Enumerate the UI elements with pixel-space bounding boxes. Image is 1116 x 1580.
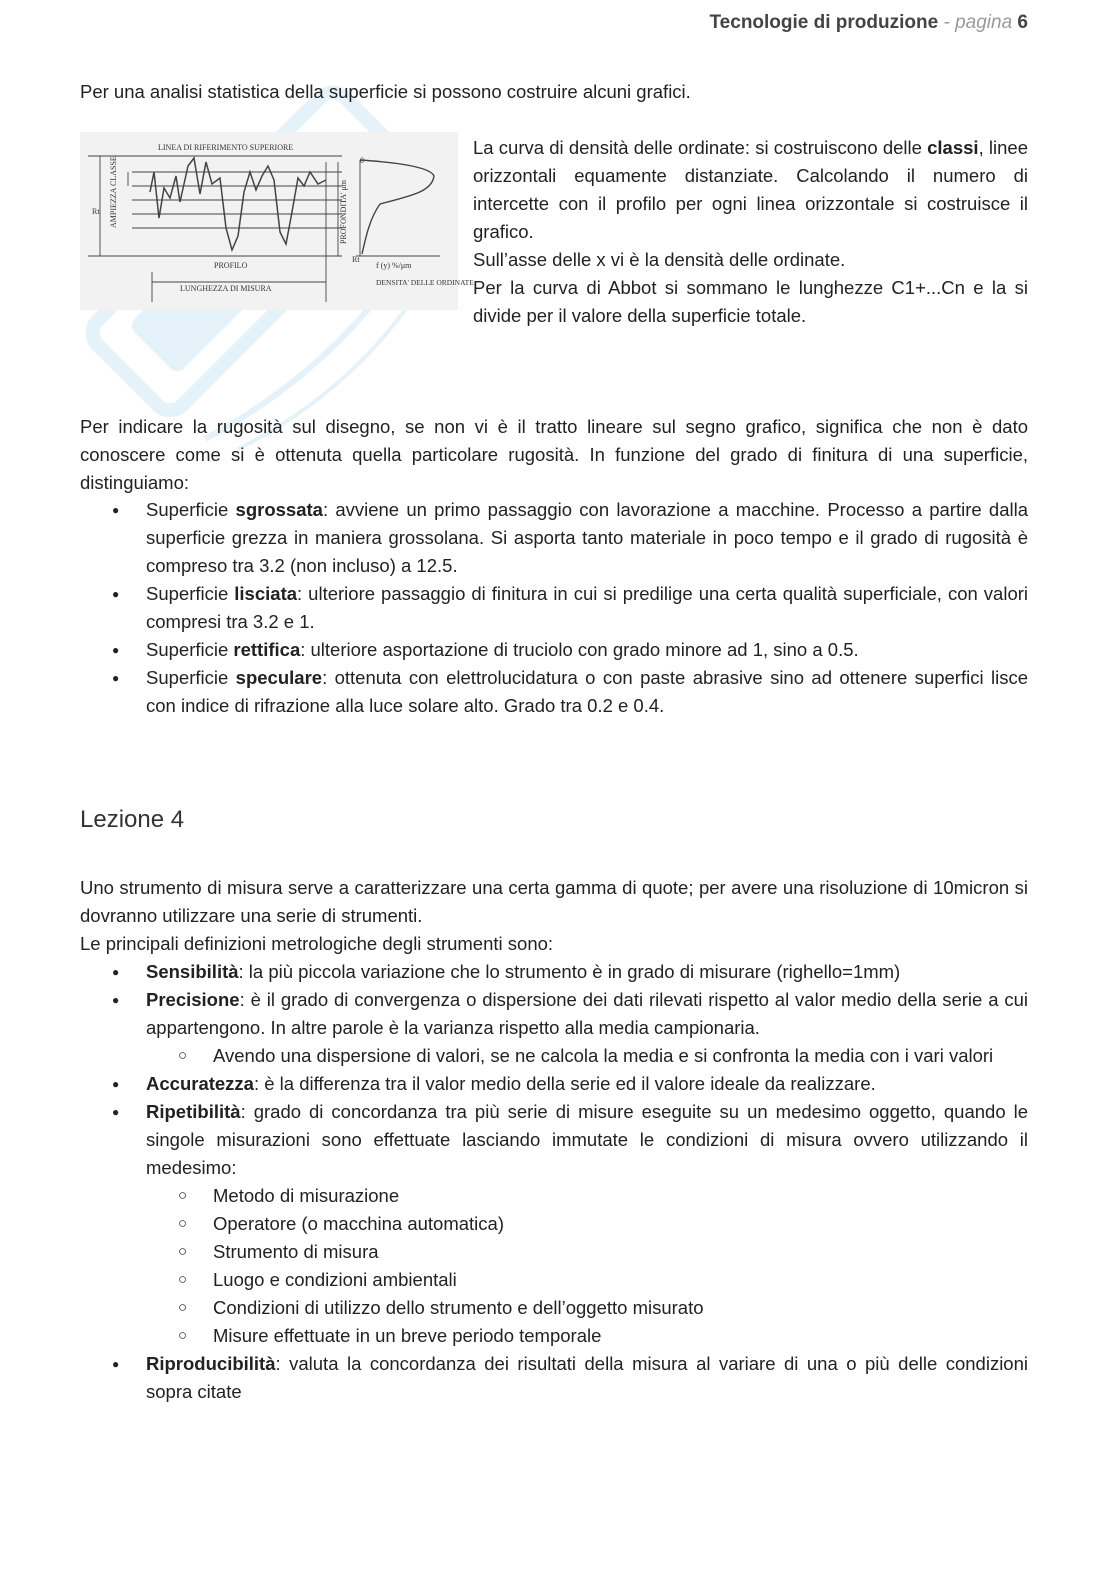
list-item: ● Riproducibilità: valuta la concordanza dei risultati della misura al variare di una o più delle condizioni sopra citate bbox=[80, 1350, 1028, 1406]
section-title: Lezione 4 bbox=[80, 806, 185, 833]
fig-label-depth: PROFONDITA' μm bbox=[339, 180, 348, 244]
classes-term: classi bbox=[927, 137, 979, 158]
surface-list bbox=[80, 496, 1028, 720]
list-item: ● Ripetibilità: grado di concordanza tra più serie di misure eseguite su un medesimo oggetto, quando le singole misurazioni sono effettuate lasciando immutate le condizioni di misura ovvero utilizzando il medesimo: ○ Metodo di misurazione ○ Operatore (o macchina automatica) ○ Strumento di misura ○ Luogo e condizioni ambientali ○ Condizioni di utilizzo dello strumento e dell’oggetto misurato ○ Misure effettuate in un breve periodo temporale bbox=[80, 1098, 1028, 1350]
metrology-definitions-list bbox=[80, 958, 1028, 1406]
density-ordinates-figure bbox=[80, 132, 474, 310]
fig-label-rt-right: Rt bbox=[352, 255, 360, 264]
sub-list bbox=[146, 1182, 1028, 1350]
sub-list-item: ○ Condizioni di utilizzo dello strumento e dell’oggetto misurato bbox=[146, 1294, 1028, 1322]
fig-label-class-amplitude: AMPIEZZA CLASSE bbox=[109, 156, 118, 228]
sub-list-item: ○ Operatore (o macchina automatica) bbox=[146, 1210, 1028, 1238]
fig-label-measure-length: LUNGHEZZA DI MISURA bbox=[180, 284, 272, 293]
page-header bbox=[709, 12, 1028, 34]
list-item: ● Superficie rettifica: ulteriore asportazione di truciolo con grado minore ad 1, sino a 0.5. bbox=[80, 636, 1028, 664]
header-separator: - bbox=[943, 12, 950, 33]
x-axis-paragraph: Sull’asse delle x vi è la densità delle ordinate. bbox=[473, 249, 846, 270]
list-item: ● Superficie speculare: ottenuta con elettrolucidatura o con paste abrasive sino ad ottenere superfici lisce con indice di rifrazione alla luce solare alto. Grado tra 0.2 e 0.4. bbox=[80, 664, 1028, 720]
header-page-word: pagina bbox=[955, 12, 1013, 33]
fig-label-rt-left: Rt bbox=[92, 207, 100, 216]
list-item: ● Superficie lisciata: ulteriore passaggio di finitura in cui si predilige una certa qualità superficiale, con valori compresi tra 3.2 e 1. bbox=[80, 580, 1028, 636]
roughness-paragraph: Per indicare la rugosità sul disegno, se non vi è il tratto lineare sul segno grafico, significa che non è dato conoscere come si è ottenuta quella particolare rugosità. In funzione del grado di finitura di una superficie, distinguiamo: bbox=[80, 416, 1028, 493]
instrument-paragraph: Uno strumento di misura serve a caratterizzare una certa gamma di quote; per avere una risoluzione di 10micron si dovranno utilizzare una serie di strumenti. Le principali definizioni metrologiche degli strumenti sono: bbox=[80, 877, 1028, 954]
intro-paragraph: Per una analisi statistica della superficie si possono costruire alcuni grafici. bbox=[80, 81, 691, 102]
header-title: Tecnologie di produzione bbox=[709, 12, 939, 33]
list-item: ● Superficie sgrossata: avviene un primo passaggio con lavorazione a macchine. Processo a partire dalla superficie grezza in maniera grossolana. Si asporta tanto materiale in poco tempo e il grado di rugosità è compreso tra 3.2 (non incluso) a 12.5. bbox=[80, 496, 1028, 580]
fig-label-fy: f (y) %/μm bbox=[376, 261, 412, 270]
figure-description bbox=[473, 134, 1028, 330]
sub-list-item: ○ Misure effettuate in un breve periodo temporale bbox=[146, 1322, 1028, 1350]
fig-label-top-line: LINEA DI RIFERIMENTO SUPERIORE bbox=[158, 143, 294, 152]
list-item: ● Sensibilità: la più piccola variazione che lo strumento è in grado di misurare (righello=1mm) bbox=[80, 958, 1028, 986]
sub-list-item: ○ Avendo una dispersione di valori, se ne calcola la media e si confronta la media con i vari valori bbox=[146, 1042, 1028, 1070]
list-item: ● Precisione: è il grado di convergenza o dispersione dei dati rilevati rispetto al valor medio della serie a cui appartengono. In altre parole è la varianza rispetto alla media campionaria. ○ Avendo una dispersione di valori, se ne calcola la media e si confronta la media con i vari valori bbox=[80, 986, 1028, 1070]
sub-list-item: ○ Luogo e condizioni ambientali bbox=[146, 1266, 1028, 1294]
fig-label-zero: 0 bbox=[360, 156, 364, 165]
header-page-number: 6 bbox=[1017, 12, 1028, 33]
classes-paragraph: La curva di densità delle ordinate: si costruiscono delle classi, linee orizzontali equamente distanziate. Calcolando il numero di intercette con il profilo per ogni linea orizzontale si costruisce il grafico. bbox=[473, 137, 1028, 242]
abbot-paragraph: Per la curva di Abbot si sommano le lunghezze C1+...Cn e la si divide per il valore della superficie totale. bbox=[473, 277, 1028, 326]
fig-label-density: DENSITA' DELLE ORDINATE bbox=[376, 278, 474, 287]
list-item: ● Accuratezza: è la differenza tra il valor medio della serie ed il valore ideale da realizzare. bbox=[80, 1070, 1028, 1098]
sub-list-item: ○ Metodo di misurazione bbox=[146, 1182, 1028, 1210]
fig-label-profile: PROFILO bbox=[214, 261, 248, 270]
sub-list-item: ○ Strumento di misura bbox=[146, 1238, 1028, 1266]
sub-list bbox=[146, 1042, 1028, 1070]
